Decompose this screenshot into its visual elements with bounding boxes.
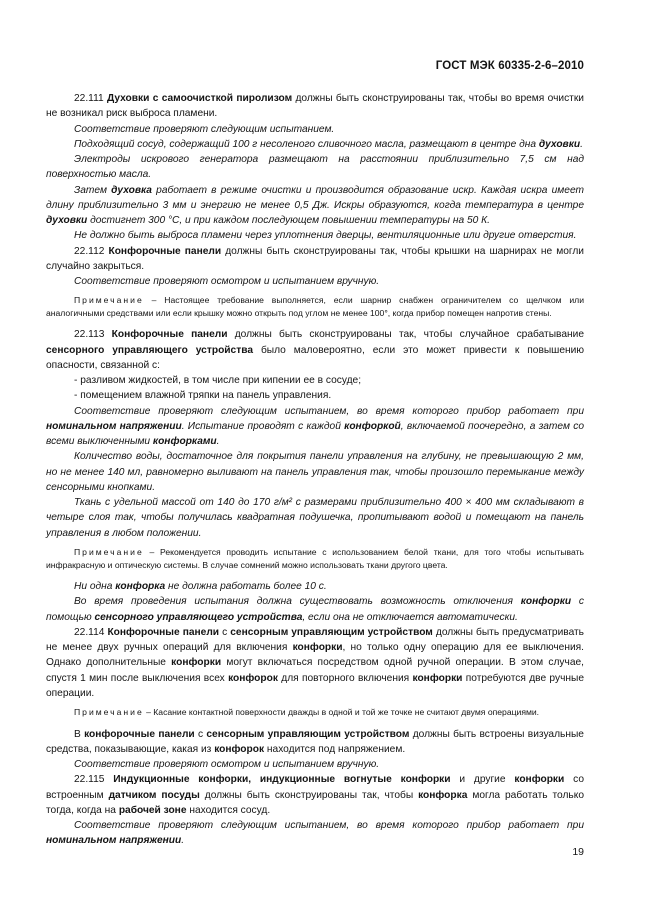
text-run: Соответствие проверяют осмотром и испытанием вручную. bbox=[74, 759, 380, 771]
test-paragraph bbox=[46, 579, 584, 594]
text-run: Не должно быть выброса пламени через уплотнения дверцы, вентиляционные или другие отверстия. bbox=[74, 230, 577, 242]
text-run: 22.111 bbox=[74, 93, 107, 104]
text-run: должны быть сконструированы так, чтобы bbox=[199, 789, 419, 801]
bold-term: сенсорным управляющим устройством bbox=[206, 728, 410, 740]
bold-term: духовка bbox=[111, 184, 152, 196]
text-run: находится под напряжением. bbox=[264, 743, 406, 755]
text-run: должны быть предусматривать не менее двух ручных операций для включения bbox=[46, 626, 584, 654]
text-run: Во время проведения испытания должна существовать возможность отключения bbox=[74, 596, 521, 608]
bold-term: конфорка bbox=[115, 581, 166, 593]
bold-term: конфорки bbox=[514, 774, 565, 786]
text-run: 22.115 bbox=[74, 774, 114, 786]
bold-term: конфоркой bbox=[344, 420, 401, 432]
test-paragraph bbox=[46, 137, 584, 152]
text-run: находится сосуд. bbox=[186, 804, 271, 816]
bold-term: сенсорного управляющего устройства bbox=[94, 611, 303, 623]
list-item bbox=[46, 373, 584, 388]
page-header: ГОСТ МЭК 60335-2-6–2010 bbox=[435, 60, 584, 72]
page-number: 19 bbox=[572, 846, 584, 858]
bold-term: конфорки bbox=[292, 642, 343, 654]
paragraph-22-115 bbox=[46, 772, 584, 818]
text-run: Соответствие проверяют следующим испытанием, во время которого прибор работает при bbox=[74, 405, 584, 417]
text-run: должны быть сконструированы так, чтобы крышки на шарнирах не могли случайно закрыться. bbox=[46, 245, 584, 272]
bold-term: конфорки bbox=[171, 657, 222, 669]
text-run: . Испытание проводят с каждой bbox=[181, 420, 345, 432]
text-run: 22.114 bbox=[74, 626, 108, 638]
body-paragraph bbox=[46, 727, 584, 758]
test-paragraph bbox=[46, 152, 584, 183]
text-run: В bbox=[74, 728, 85, 740]
text-run: Ни одна bbox=[74, 581, 116, 593]
paragraph-22-113 bbox=[46, 327, 584, 373]
text-run: 22.113 bbox=[74, 329, 112, 341]
bold-term: духовки bbox=[46, 215, 88, 226]
text-run: не должна работать более 10 с. bbox=[165, 581, 327, 593]
compliance-statement bbox=[46, 404, 584, 450]
bold-term: конфорок bbox=[214, 743, 265, 755]
text-run: было маловероятно, если это может привести к повышению опасности, связанной с: bbox=[46, 344, 584, 371]
text-run: Соответствие проверяют следующим испытанием. bbox=[74, 123, 335, 135]
text-run: Количество воды, достаточное для покрытия панели управления на глубину, не превышающую 2 мм, но не менее 140 мл, равномерно выливают на панель управления так, чтобы произошло перемыкание между сенсорными кнопками. bbox=[46, 451, 584, 493]
bold-term: конфорок bbox=[228, 672, 278, 684]
text-run: 22.112 bbox=[74, 245, 109, 257]
text-run: Электроды искрового генератора размещают на расстоянии приблизительно 7,5 см над поверхностью масла. bbox=[46, 154, 584, 181]
note bbox=[46, 294, 584, 319]
bold-term: сенсорного управляющего устройства bbox=[46, 344, 253, 356]
text-run: , но только одну операцию для ее выключения. Однако дополнительные bbox=[46, 642, 584, 669]
bold-term: конфорка bbox=[418, 789, 468, 801]
bold-term: конфорочные панели bbox=[84, 728, 195, 740]
text-run: . bbox=[216, 436, 220, 448]
test-paragraph bbox=[46, 228, 584, 243]
document-body bbox=[46, 91, 584, 849]
compliance-statement bbox=[46, 122, 584, 137]
bold-term: духовки bbox=[538, 138, 581, 150]
bold-term: конфорки bbox=[520, 596, 572, 608]
compliance-statement bbox=[46, 757, 584, 772]
text-run: должны быть сконструированы так, чтобы во время очистки не возникал риск выброса пламени. bbox=[46, 93, 584, 120]
text-run: Соответствие проверяют следующим испытанием, во время которого прибор работает при bbox=[74, 820, 584, 832]
text-run: – Настоящее требование выполняется, если шарнир снабжен ограничителем со щелчком или аналогичными средствами или если крышку можно открыть под углом не менее 100°, когда прибор помещен напротив стены. bbox=[46, 295, 584, 318]
text-run: должны быть встроены визуальные средства, показывающие, какая из bbox=[46, 728, 584, 755]
text-run: , включаемой поочередно, а затем со всеми выключенными bbox=[46, 420, 584, 448]
text-run: работает в режиме очистки и производится образование искр. Каждая искра имеет длину приблизительно 3 мм и энергию не менее 0,5 Дж. Искры образуются, когда температура в центре bbox=[46, 184, 584, 211]
text-run: Примечание bbox=[74, 295, 144, 306]
text-run: Ткань с удельной массой от 140 до 170 г/м² с размерами приблизительно 400 × 400 мм складывают в четыре слоя так, чтобы получилась квадратная подушечка, пропитывают водой и помещают на панель управления в любом положении. bbox=[46, 497, 584, 539]
bold-term: конфорками bbox=[152, 436, 217, 448]
bold-term: рабочей зоне bbox=[118, 804, 187, 816]
text-run: с помощью bbox=[46, 596, 584, 623]
bold-term: конфорки bbox=[412, 672, 463, 684]
text-run: и другие bbox=[450, 774, 515, 786]
text-run: могла работать только тогда, когда на bbox=[46, 789, 584, 816]
bold-term: Духовки с самоочисткой пиролизом bbox=[106, 93, 293, 104]
text-run: Примечание bbox=[74, 707, 144, 718]
list-item bbox=[46, 388, 584, 403]
text-run: для повторного включения bbox=[277, 672, 413, 684]
text-run: Примечание bbox=[74, 546, 144, 557]
test-paragraph bbox=[46, 183, 584, 229]
note bbox=[46, 546, 584, 571]
text-run: с bbox=[194, 728, 207, 740]
text-run: , если она не отключается автоматически. bbox=[302, 611, 518, 623]
bold-term: сенсорным управляющим устройством bbox=[230, 626, 433, 638]
text-run: . bbox=[580, 138, 583, 150]
compliance-statement bbox=[46, 818, 584, 849]
text-run: - помещением влажной тряпки на панель управления. bbox=[74, 390, 332, 402]
text-run: – Рекомендуется проводить испытание с использованием белой ткани, для того чтобы испытывать инфракрасную и оптическую системы. В случае сомнений можно использовать ткани другого цвета. bbox=[46, 546, 584, 570]
bold-term: Конфорочные панели bbox=[107, 626, 220, 638]
text-run: могут включаться посредством одной ручной операции. В этом случае, спустя 1 мин после выключения всех bbox=[46, 657, 584, 684]
test-paragraph bbox=[46, 495, 584, 541]
compliance-statement bbox=[46, 274, 584, 289]
text-run: со встроенным bbox=[46, 774, 584, 801]
bold-term: датчиком посуды bbox=[108, 789, 200, 801]
text-run: – Касание контактной поверхности дважды в одной и той же точке не считают двумя операциями. bbox=[143, 707, 540, 718]
bold-term: номинальном напряжении bbox=[46, 835, 182, 847]
text-run: потребуются две ручные операции. bbox=[46, 672, 584, 699]
text-run: Затем bbox=[74, 184, 112, 196]
text-run: . bbox=[181, 835, 185, 847]
test-paragraph bbox=[46, 449, 584, 495]
bold-term: номинальном напряжении bbox=[46, 420, 182, 432]
bold-term: Конфорочные панели bbox=[108, 245, 222, 257]
paragraph-22-112 bbox=[46, 244, 584, 275]
note bbox=[46, 706, 584, 719]
bold-term: Конфорочные панели bbox=[111, 329, 228, 341]
paragraph-22-114 bbox=[46, 625, 584, 701]
test-paragraph bbox=[46, 594, 584, 625]
text-run: - разливом жидкостей, в том числе при кипении ее в сосуде; bbox=[74, 375, 362, 387]
bold-term: Индукционные конфорки, индукционные вогнутые конфорки bbox=[113, 774, 451, 786]
text-run: Соответствие проверяют осмотром и испытанием вручную. bbox=[74, 276, 380, 287]
text-run: должны быть сконструированы так, чтобы случайное срабатывание bbox=[227, 329, 584, 341]
text-run: Подходящий сосуд, содержащий 100 г несоленого сливочного масла, размещают в центре дна bbox=[74, 138, 539, 150]
text-run: достигнет 300 °С, и при каждом последующем повышении температуры на 50 К. bbox=[87, 215, 490, 226]
paragraph-22-111 bbox=[46, 91, 584, 122]
text-run: с bbox=[219, 626, 231, 638]
